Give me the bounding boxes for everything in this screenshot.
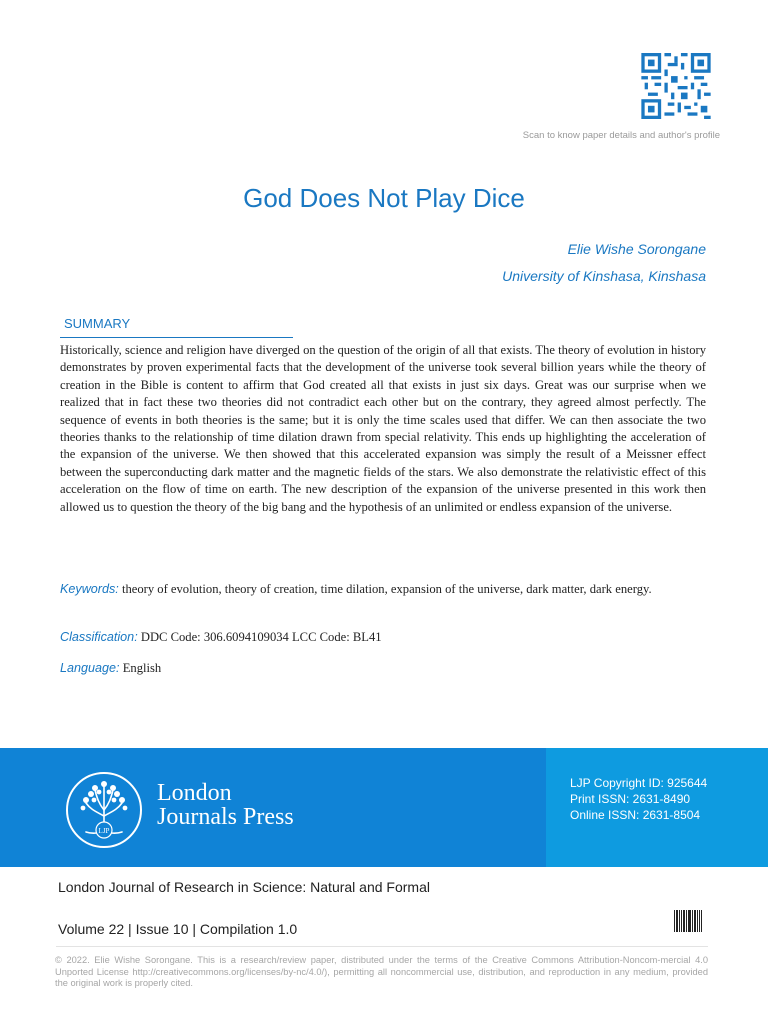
online-issn: Online ISSN: 2631-8504	[570, 808, 701, 822]
summary-divider	[60, 337, 293, 338]
publisher-name-line2: Journals Press	[157, 804, 294, 830]
keywords-block	[60, 581, 706, 598]
language-value: English	[122, 661, 162, 675]
volume-line: Volume 22 | Issue 10 | Compilation 1.0	[58, 921, 298, 937]
print-issn: Print ISSN: 2631-8490	[570, 792, 691, 806]
publisher-identifiers	[570, 775, 707, 823]
abstract-text: Historically, science and religion have diverged on the question of the origin of all that exists. The theory of evolution in history demonstrates by proven experimental facts that the development of the universe took several billion years while the theory of creation in the Bible is content to affirm that God created all that exists in just six days. Great was our surprise when we realized that in fact these two theories did not contradict each other but on the contrary, they agreed almost perfectly. The sequence of events in both theories is the same; but it is only the time scales used that differ. We can then associate the two theories thanks to the relationship of time dilation drawn from special relativity. This ends up highlighting the acceleration of the expansion of the universe. We then showed that this accelerated expansion was simply the result of a Meissner effect between the superconducting dark matter and the magnetic fields of the stars. We also demonstrate the relativistic effect of this acceleration on the flow of time on earth. The new description of the expansion of the universe presented in this work then allowed us to question the theory of the big bang and the hypothesis of an unlimited or endless expansion of the universe.	[60, 343, 706, 514]
license-text: © 2022. Elie Wishe Sorongane. This is a research/review paper, distributed under the terms of the Creative Commons Attribution-Noncom-mercial 4.0 Unported License http://creativecommons.org/licenses/by-nc/4.0/), permitting all noncommercial use, distribution, and reproduction in any medium, provided the original work is properly cited.	[55, 955, 708, 988]
summary-heading: SUMMARY	[64, 316, 131, 331]
journal-name: London Journal of Research in Science: Natural and Formal	[58, 879, 430, 895]
qr-code-icon	[641, 53, 711, 119]
author-name: Elie Wishe Sorongane	[567, 241, 706, 257]
publisher-name	[157, 781, 294, 829]
classification-block	[60, 630, 382, 645]
keywords-value: theory of evolution, theory of creation, time dilation, expansion of the universe, dark matter, dark energy.	[121, 582, 652, 596]
classification-value: DDC Code: 306.6094109034 LCC Code: BL41	[140, 630, 382, 644]
language-block	[60, 661, 161, 676]
language-label: Language:	[60, 661, 120, 675]
logo-monogram: LJP	[98, 827, 110, 835]
barcode-icon	[674, 910, 702, 932]
copyright-id: LJP Copyright ID: 925644	[570, 776, 708, 790]
keywords-label: Keywords:	[60, 582, 119, 596]
qr-caption: Scan to know paper details and author's profile	[522, 130, 720, 141]
tree-logo-icon	[64, 770, 144, 850]
paper-title: God Does Not Play Dice	[243, 183, 525, 213]
footer-divider	[56, 946, 708, 947]
author-affiliation: University of Kinshasa, Kinshasa	[502, 268, 706, 284]
classification-label: Classification:	[60, 630, 138, 644]
publisher-name-line1: London	[157, 780, 232, 806]
